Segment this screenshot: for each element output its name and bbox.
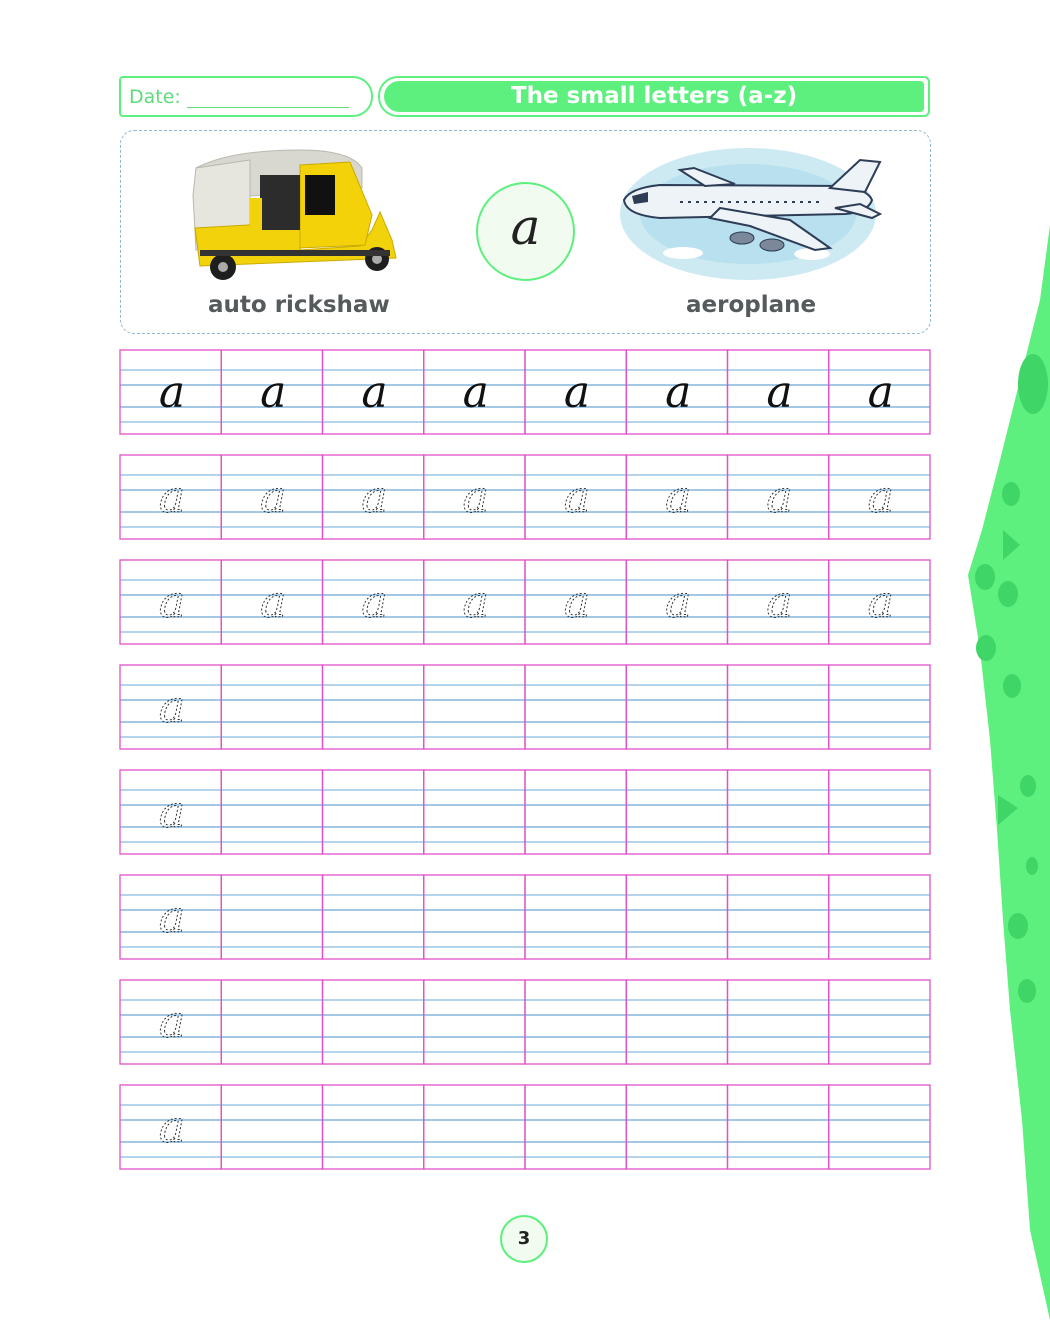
letter-trace: a: [158, 787, 186, 838]
practice-box[interactable]: [728, 770, 829, 854]
letter-trace: a: [665, 577, 692, 628]
letter-trace: a: [563, 577, 591, 628]
letter-trace: a: [462, 577, 489, 628]
practice-box[interactable]: [829, 665, 930, 749]
practice-row[interactable]: [120, 560, 930, 644]
letter-trace: a: [766, 472, 793, 523]
practice-box[interactable]: [728, 1085, 829, 1169]
letter-model: a: [563, 367, 591, 418]
practice-row[interactable]: [120, 350, 930, 434]
practice-box[interactable]: [323, 770, 424, 854]
practice-box[interactable]: [525, 1085, 626, 1169]
practice-box[interactable]: [424, 980, 525, 1064]
letter-trace: a: [158, 1102, 186, 1153]
practice-box[interactable]: [424, 770, 525, 854]
practice-row[interactable]: [120, 1085, 930, 1169]
practice-box[interactable]: [728, 875, 829, 959]
letter-trace: a: [867, 577, 894, 628]
practice-box[interactable]: [525, 875, 626, 959]
practice-box[interactable]: [323, 980, 424, 1064]
practice-box[interactable]: [221, 665, 322, 749]
practice-row[interactable]: [120, 665, 930, 749]
letter-trace: a: [361, 577, 388, 628]
letter-trace: a: [563, 472, 591, 523]
practice-box[interactable]: [626, 1085, 727, 1169]
practice-box[interactable]: [525, 770, 626, 854]
practice-row[interactable]: [120, 455, 930, 539]
letter-model: a: [361, 367, 388, 418]
letter-model: a: [766, 367, 793, 418]
practice-box[interactable]: [424, 875, 525, 959]
practice-box[interactable]: [323, 1085, 424, 1169]
letter-trace: a: [158, 577, 186, 628]
letter-model: a: [665, 367, 692, 418]
letter-trace: a: [867, 472, 894, 523]
letter-trace: a: [158, 472, 186, 523]
date-label: Date:: [129, 86, 181, 108]
practice-box[interactable]: [829, 980, 930, 1064]
caption-aeroplane: aeroplane: [686, 292, 817, 318]
letter-trace: a: [158, 892, 186, 943]
practice-row[interactable]: [120, 980, 930, 1064]
practice-box[interactable]: [626, 665, 727, 749]
practice-box[interactable]: [829, 875, 930, 959]
featured-letter: a: [510, 198, 541, 256]
practice-box[interactable]: [626, 770, 727, 854]
letter-trace: a: [665, 472, 692, 523]
practice-box[interactable]: [626, 875, 727, 959]
practice-box[interactable]: [221, 980, 322, 1064]
practice-box[interactable]: [323, 665, 424, 749]
letter-trace: a: [260, 577, 287, 628]
page-title: The small letters (a-z): [510, 83, 798, 109]
letter-model: a: [260, 367, 287, 418]
practice-box[interactable]: [626, 980, 727, 1064]
practice-box[interactable]: [424, 1085, 525, 1169]
practice-box[interactable]: [221, 1085, 322, 1169]
practice-box[interactable]: [525, 665, 626, 749]
practice-box[interactable]: [221, 770, 322, 854]
letter-model: a: [462, 367, 489, 418]
letter-trace: a: [361, 472, 388, 523]
letter-trace: a: [462, 472, 489, 523]
practice-box[interactable]: [221, 875, 322, 959]
practice-box[interactable]: [323, 875, 424, 959]
practice-box[interactable]: [424, 665, 525, 749]
page-number: 3: [500, 1215, 548, 1263]
practice-box[interactable]: [829, 770, 930, 854]
practice-box[interactable]: [728, 665, 829, 749]
letter-trace: a: [766, 577, 793, 628]
letter-model: a: [867, 367, 894, 418]
letter-trace: a: [260, 472, 287, 523]
letter-trace: a: [158, 682, 186, 733]
practice-box[interactable]: [829, 1085, 930, 1169]
practice-box[interactable]: [728, 980, 829, 1064]
practice-row[interactable]: [120, 770, 930, 854]
practice-box[interactable]: [525, 980, 626, 1064]
letter-trace: a: [158, 997, 186, 1048]
caption-auto-rickshaw: auto rickshaw: [208, 292, 390, 318]
practice-row[interactable]: [120, 875, 930, 959]
letter-model: a: [158, 367, 186, 418]
